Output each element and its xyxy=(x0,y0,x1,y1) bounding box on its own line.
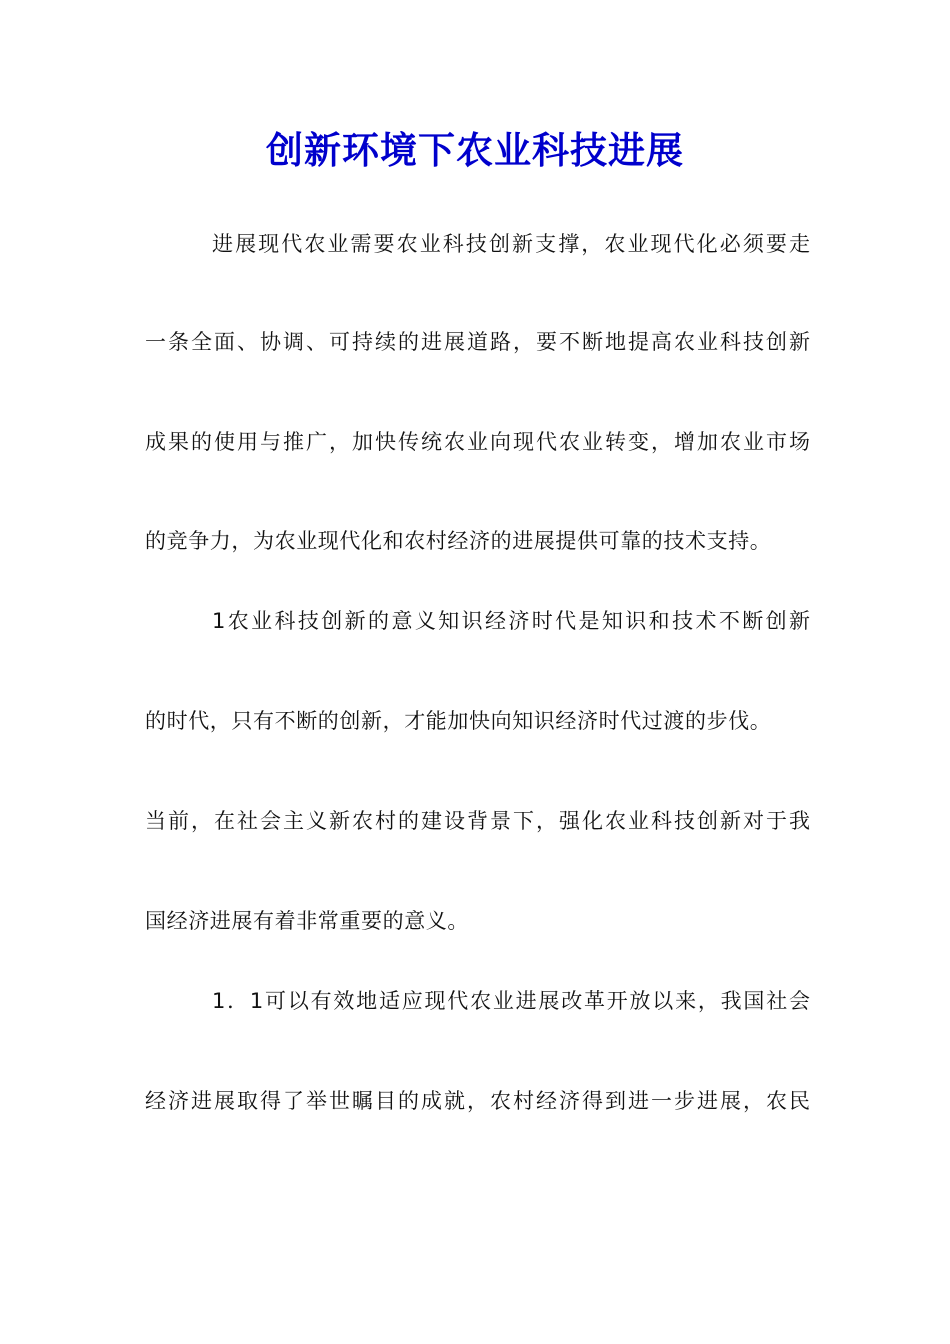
paragraph-line: 经济进展取得了举世瞩目的成就，农村经济得到进一步进展，农民 xyxy=(145,1089,810,1113)
paragraph-line: 1．1可以有效地适应现代农业进展改革开放以来，我国社会 xyxy=(212,989,810,1013)
paragraph-line: 进展现代农业需要农业科技创新支撑，农业现代化必须要走 xyxy=(212,232,810,256)
paragraph-line: 国经济进展有着非常重要的意义。 xyxy=(145,909,469,933)
paragraph-line: 一条全面、协调、可持续的进展道路，要不断地提高农业科技创新 xyxy=(145,330,810,354)
paragraph-line: 的竞争力，为农业现代化和农村经济的进展提供可靠的技术支持。 xyxy=(145,529,772,553)
document-title: 创新环境下农业科技进展 xyxy=(266,128,684,172)
paragraph-line: 当前，在社会主义新农村的建设背景下，强化农业科技创新对于我 xyxy=(145,809,810,833)
paragraph-line: 的时代，只有不断的创新，才能加快向知识经济时代过渡的步伐。 xyxy=(145,709,772,733)
paragraph-line: 成果的使用与推广，加快传统农业向现代农业转变，增加农业市场 xyxy=(145,430,810,454)
paragraph-line: 1农业科技创新的意义知识经济时代是知识和技术不断创新 xyxy=(212,609,810,633)
